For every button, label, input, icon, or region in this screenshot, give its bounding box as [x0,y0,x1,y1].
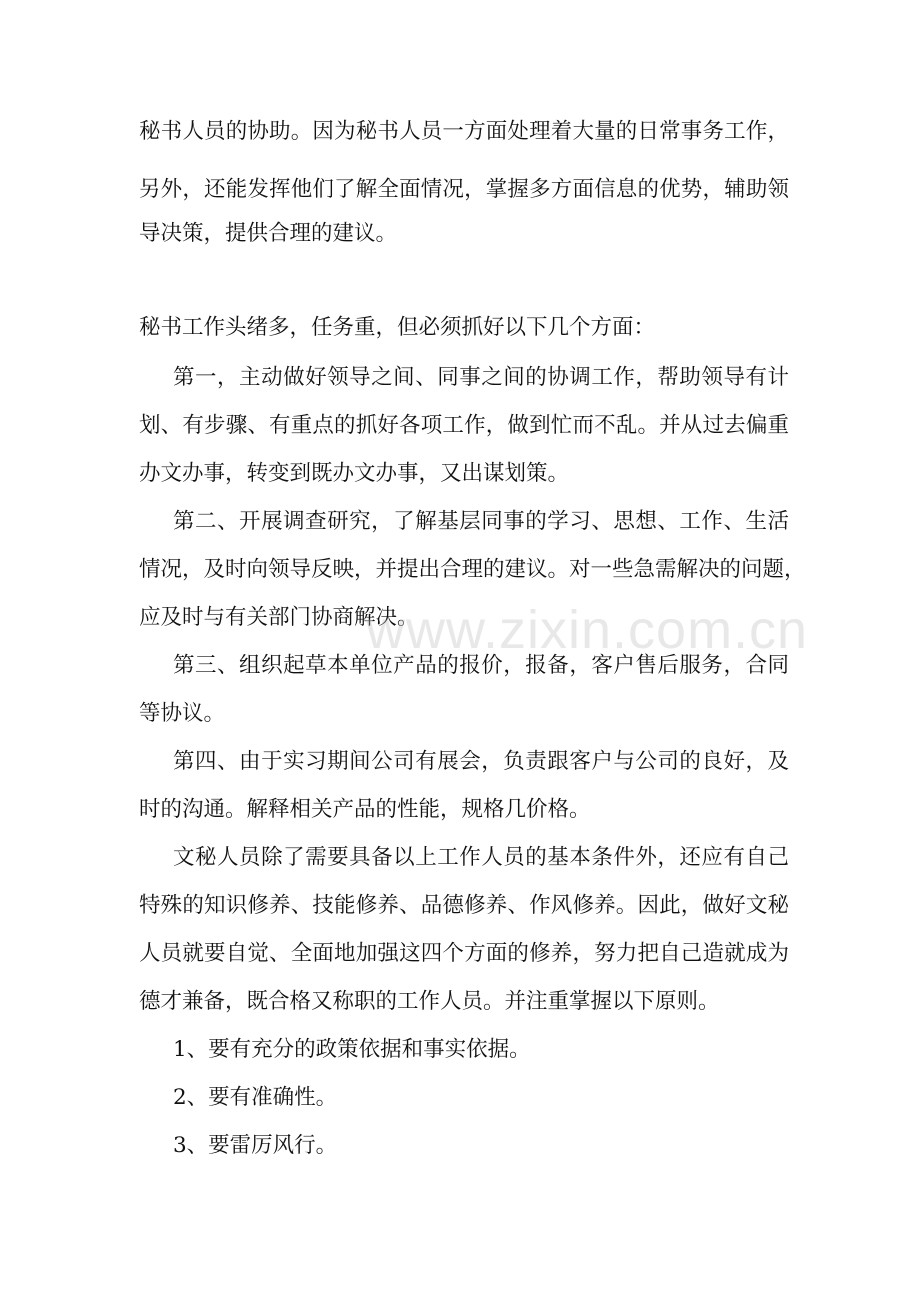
list-item: 1、要有充分的政策依据和事实依据。 [173,1037,531,1062]
paragraph-line: 等协议。 [139,701,226,726]
paragraph-line: 秘书人员的协助。因为秘书人员一方面处理着大量的日常事务工作， [139,119,789,144]
paragraph-line: 情况，及时向领导反映，并提出合理的建议。对一些急需解决的问题， [139,557,806,582]
paragraph-line: 文秘人员除了需要具备以上工作人员的基本条件外，还应有自己 [173,845,789,870]
paragraph-line: 应及时与有关部门协商解决。 [139,605,419,630]
paragraph-line: 第一，主动做好领导之间、同事之间的协调工作，帮助领导有计 [173,365,789,390]
paragraph-line: 特殊的知识修养、技能修养、品德修养、作风修养。因此，做好文秘 [139,893,789,918]
paragraph-line: 时的沟通。解释相关产品的性能，规格几价格。 [139,797,591,822]
paragraph-line: 办文办事，转变到既办文办事，又出谋划策。 [139,461,570,486]
paragraph-line: 人员就要自觉、全面地加强这四个方面的修养，努力把自己造就成为 [139,941,789,966]
paragraph-line: 划、有步骤、有重点的抓好各项工作，做到忙而不乱。并从过去偏重 [139,413,789,438]
paragraph-line: 第四、由于实习期间公司有展会，负责跟客户与公司的良好，及 [173,749,789,774]
paragraph-line: 导决策，提供合理的建议。 [139,221,398,246]
paragraph-line: 德才兼备，既合格又称职的工作人员。并注重掌握以下原则。 [139,989,720,1014]
paragraph-line: 第二、开展调查研究，了解基层同事的学习、思想、工作、生活 [173,509,789,534]
watermark: www.zixin.com.cn [366,600,809,660]
paragraph-line: 另外，还能发挥他们了解全面情况，掌握多方面信息的优势，辅助领 [139,177,789,202]
list-item: 3、要雷厉风行。 [173,1133,338,1158]
section-intro: 秘书工作头绪多，任务重，但必须抓好以下几个方面： [139,315,656,340]
paragraph-line: 第三、组织起草本单位产品的报价，报备，客户售后服务，合同 [173,653,789,678]
list-item: 2、要有准确性。 [173,1085,338,1110]
